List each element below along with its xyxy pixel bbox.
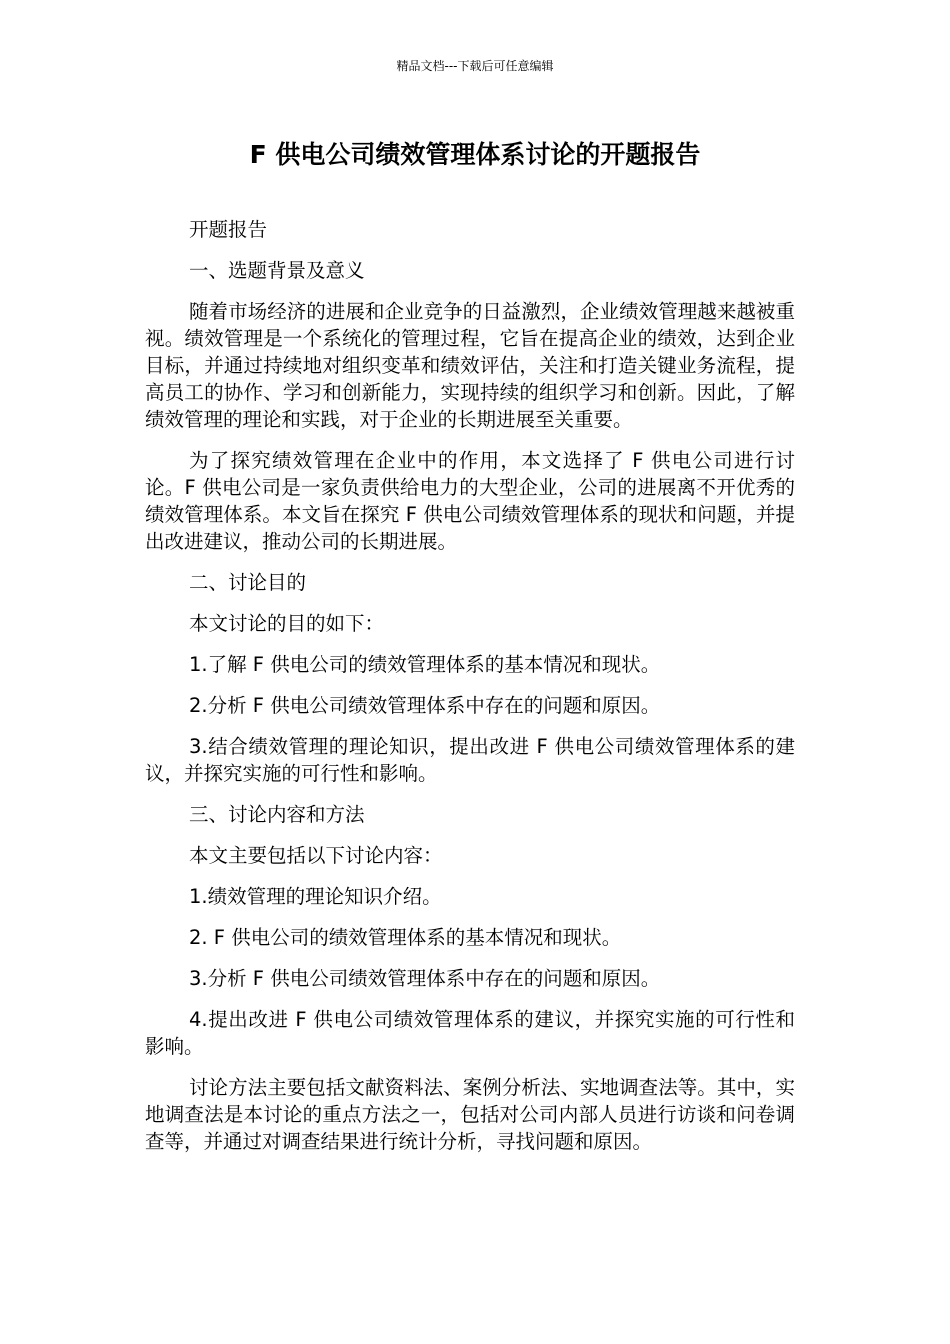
section-heading-background: 一、选题背景及意义 — [189, 259, 365, 282]
header-note: 精品文档---下载后可任意编辑 — [396, 59, 554, 73]
paragraph-report-label: 开题报告 — [189, 218, 268, 241]
content-item-2: 2. F 供电公司的绩效管理体系的基本情况和现状。 — [189, 926, 622, 949]
objective-item-2: 2.分析 F 供电公司绩效管理体系中存在的问题和原因。 — [189, 694, 661, 717]
paragraph-content-intro: 本文主要包括以下讨论内容： — [189, 844, 443, 867]
content-item-1: 1.绩效管理的理论知识介绍。 — [189, 885, 442, 908]
objective-item-1: 1.了解 F 供电公司的绩效管理体系的基本情况和现状。 — [189, 653, 661, 676]
document-title: F 供电公司绩效管理体系讨论的开题报告 — [249, 140, 701, 169]
section-heading-objectives: 二、讨论目的 — [189, 571, 307, 594]
paragraph-methods: 讨论方法主要包括文献资料法、案例分析法、实地调查法等。其中，实地调查法是本讨论的重点方法之一，包括对公司内部人员进行访谈和问卷调查等，并通过对调查结果进行统计分析，寻找问题和原因。 — [145, 1076, 795, 1153]
section-heading-content-methods: 三、讨论内容和方法 — [189, 803, 365, 826]
document-body — [145, 216, 795, 1169]
objective-item-3: 3.结合绩效管理的理论知识，提出改进 F 供电公司绩效管理体系的建议，并探究实施的可行性和影响。 — [145, 735, 795, 785]
paragraph-objectives-intro: 本文讨论的目的如下： — [189, 612, 385, 635]
content-item-3: 3.分析 F 供电公司绩效管理体系中存在的问题和原因。 — [189, 967, 661, 990]
paragraph-background: 随着市场经济的进展和企业竞争的日益激烈，企业绩效管理越来越被重视。绩效管理是一个系统化的管理过程，它旨在提高企业的绩效，达到企业目标，并通过持续地对组织变革和绩效评估，关注和打造关键业务流程，提高员工的协作、学习和创新能力，实现持续的组织学习和创新。因此，了解绩效管理的理论和实践，对于企业的长期进展至关重要。 — [145, 300, 795, 431]
content-item-4: 4.提出改进 F 供电公司绩效管理体系的建议，并探究实施的可行性和影响。 — [145, 1008, 795, 1058]
paragraph-purpose-intro: 为了探究绩效管理在企业中的作用，本文选择了 F 供电公司进行讨论。F 供电公司是一家负责供给电力的大型企业，公司的进展离不开优秀的绩效管理体系。本文旨在探究 F 供电公司绩效管理体系的现状和问题，并提出改进建议，推动公司的长期进展。 — [145, 449, 795, 553]
